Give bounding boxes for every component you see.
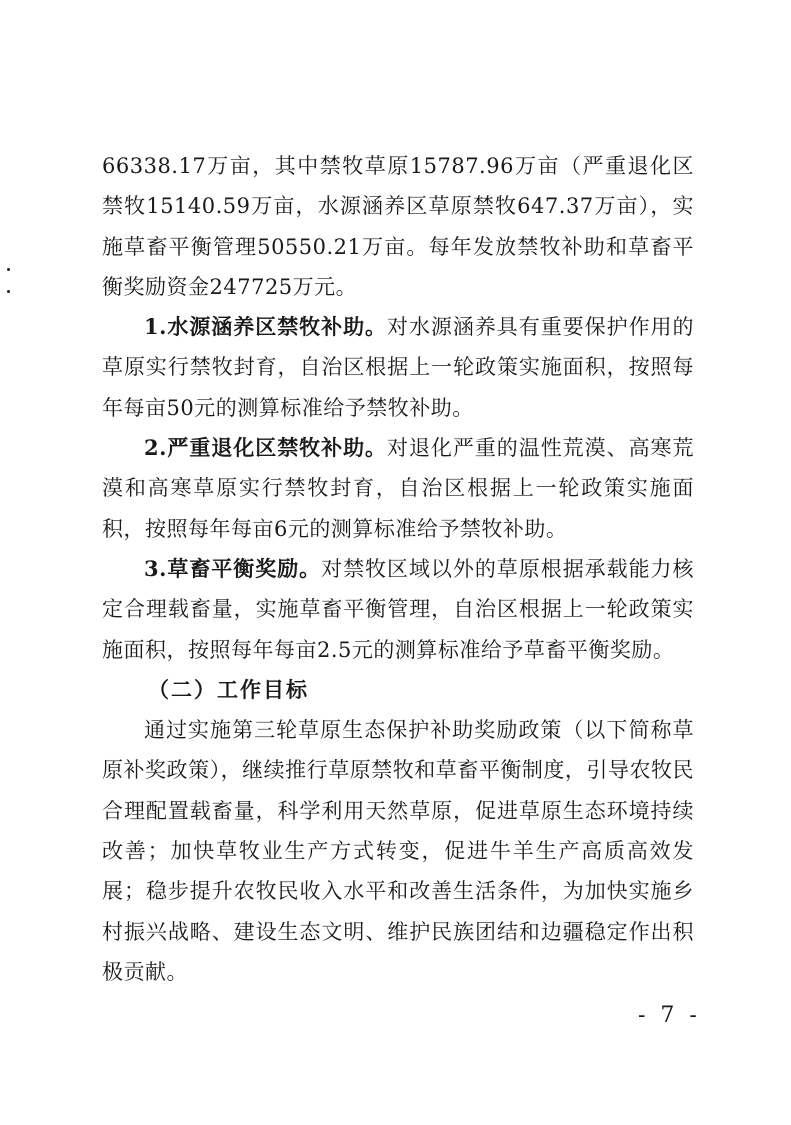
item-2-title: 2.严重退化区禁牧补助。	[144, 435, 387, 461]
section-heading: （二）工作目标	[148, 676, 309, 702]
page-number: - 7 -	[638, 1003, 701, 1028]
document-body	[102, 146, 694, 992]
item-1-title: 1.水源涵养区禁牧补助。	[144, 314, 387, 340]
scan-mark	[7, 290, 10, 293]
item-1-paragraph	[102, 307, 694, 428]
item-2-text: 对退化严重的温性荒漠、高寒荒漠和高寒草原实行禁牧封育，自治区根据上一轮政策实施面积，按照每年每亩6元的测算标准给予禁牧补助。	[102, 436, 694, 541]
item-3-title: 3.草畜平衡奖励。	[144, 555, 322, 581]
intro-paragraph: 66338.17万亩，其中禁牧草原15787.96万亩（严重退化区禁牧15140.59万亩，水源涵养区草原禁牧647.37万亩），实施草畜平衡管理50550.21万亩。每年发放禁牧补助和草畜平衡奖励资金247725万元。	[102, 154, 694, 299]
item-1-text: 对水源涵养具有重要保护作用的草原实行禁牧封育，自治区根据上一轮政策实施面积，按照每年每亩50元的测算标准给予禁牧补助。	[102, 315, 694, 420]
scan-mark	[7, 268, 10, 271]
item-2-paragraph	[102, 428, 694, 549]
goal-paragraph: 通过实施第三轮草原生态保护补助奖励政策（以下简称草原补奖政策），继续推行草原禁牧和草畜平衡制度，引导农牧民合理配置载畜量，科学利用天然草原，促进草原生态环境持续改善；加快草牧业生产方式转变，促进牛羊生产高质高效发展；稳步提升农牧民收入水平和改善生活条件，为加快实施乡村振兴战略、建设生态文明、维护民族团结和边疆稳定作出积极贡献。	[102, 718, 694, 984]
item-3-text: 对禁牧区域以外的草原根据承载能力核定合理载畜量，实施草畜平衡管理，自治区根据上一轮政策实施面积，按照每年每亩2.5元的测算标准给予草畜平衡奖励。	[102, 556, 694, 662]
item-3-paragraph	[102, 549, 694, 670]
